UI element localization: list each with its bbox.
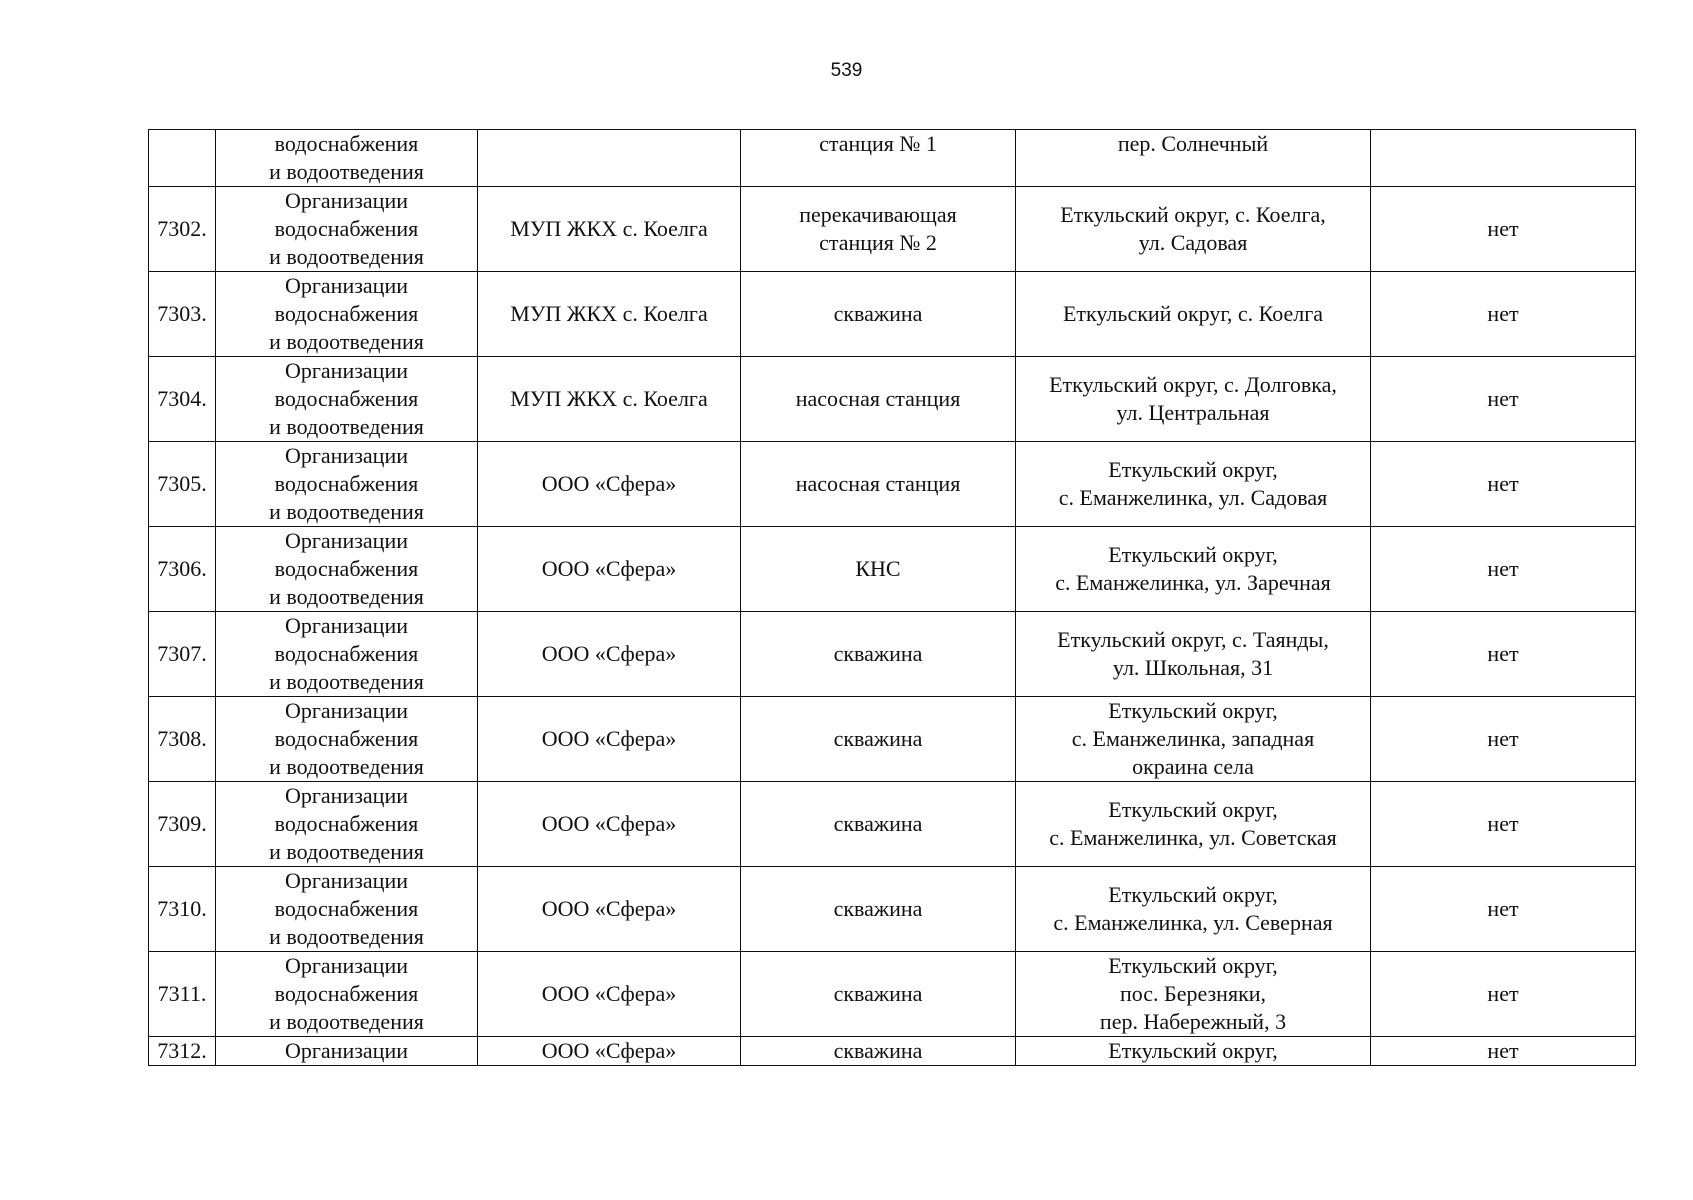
organization-name: МУП ЖКХ с. Коелга — [478, 187, 741, 272]
object-address: Еткульский округ, с. Коелга — [1016, 272, 1371, 357]
object-name: скважина — [741, 1037, 1016, 1066]
row-number: 7310. — [149, 867, 216, 952]
status-flag: нет — [1371, 612, 1636, 697]
object-name: скважина — [741, 867, 1016, 952]
object-address: Еткульский округ, — [1016, 1037, 1371, 1066]
object-name: скважина — [741, 697, 1016, 782]
row-number: 7303. — [149, 272, 216, 357]
object-address: Еткульский округ, с. Таянды, ул. Школьная, 31 — [1016, 612, 1371, 697]
status-flag: нет — [1371, 697, 1636, 782]
object-address: Еткульский округ, с. Еманжелинка, западная окраина села — [1016, 697, 1371, 782]
status-flag: нет — [1371, 272, 1636, 357]
status-flag: нет — [1371, 357, 1636, 442]
status-flag: нет — [1371, 1037, 1636, 1066]
object-name: скважина — [741, 782, 1016, 867]
registry-table — [148, 129, 1636, 1066]
object-name: скважина — [741, 952, 1016, 1037]
status-flag: нет — [1371, 527, 1636, 612]
row-number: 7305. — [149, 442, 216, 527]
organization-type: Организации водоснабжения и водоотведения — [216, 357, 478, 442]
object-address: пер. Солнечный — [1016, 130, 1371, 187]
status-flag: нет — [1371, 782, 1636, 867]
row-number: 7306. — [149, 527, 216, 612]
organization-type: Организации водоснабжения и водоотведения — [216, 527, 478, 612]
table-row — [149, 442, 1636, 527]
object-name: скважина — [741, 272, 1016, 357]
table-row — [149, 272, 1636, 357]
table-row — [149, 867, 1636, 952]
status-flag: нет — [1371, 952, 1636, 1037]
object-name: перекачивающая станция № 2 — [741, 187, 1016, 272]
table-row — [149, 527, 1636, 612]
table-row — [149, 952, 1636, 1037]
object-address: Еткульский округ, с. Коелга, ул. Садовая — [1016, 187, 1371, 272]
status-flag: нет — [1371, 867, 1636, 952]
organization-type: Организации водоснабжения и водоотведения — [216, 867, 478, 952]
page-number: 539 — [830, 60, 863, 81]
row-number: 7312. — [149, 1037, 216, 1066]
organization-type: Организации водоснабжения и водоотведения — [216, 697, 478, 782]
organization-name: МУП ЖКХ с. Коелга — [478, 357, 741, 442]
organization-type: Организации водоснабжения и водоотведения — [216, 782, 478, 867]
organization-type: Организации водоснабжения и водоотведения — [216, 272, 478, 357]
status-flag — [1371, 130, 1636, 187]
organization-type: водоснабжения и водоотведения — [216, 130, 478, 187]
object-name: КНС — [741, 527, 1016, 612]
organization-name: МУП ЖКХ с. Коелга — [478, 272, 741, 357]
row-number: 7302. — [149, 187, 216, 272]
table-row — [149, 697, 1636, 782]
object-address: Еткульский округ, с. Еманжелинка, ул. Садовая — [1016, 442, 1371, 527]
organization-type: Организации водоснабжения и водоотведения — [216, 952, 478, 1037]
object-name: станция № 1 — [741, 130, 1016, 187]
row-number: 7308. — [149, 697, 216, 782]
table-row — [149, 187, 1636, 272]
organization-name: ООО «Сфера» — [478, 1037, 741, 1066]
table-row — [149, 130, 1636, 187]
object-address: Еткульский округ, с. Долговка, ул. Центральная — [1016, 357, 1371, 442]
row-number: 7309. — [149, 782, 216, 867]
organization-name: ООО «Сфера» — [478, 442, 741, 527]
organization-type: Организации — [216, 1037, 478, 1066]
table-row — [149, 357, 1636, 442]
table-row — [149, 612, 1636, 697]
row-number — [149, 130, 216, 187]
organization-name: ООО «Сфера» — [478, 527, 741, 612]
organization-name: ООО «Сфера» — [478, 952, 741, 1037]
organization-name: ООО «Сфера» — [478, 782, 741, 867]
organization-name: ООО «Сфера» — [478, 612, 741, 697]
row-number: 7307. — [149, 612, 216, 697]
status-flag: нет — [1371, 442, 1636, 527]
organization-name — [478, 130, 741, 187]
object-address: Еткульский округ, с. Еманжелинка, ул. Заречная — [1016, 527, 1371, 612]
row-number: 7304. — [149, 357, 216, 442]
status-flag: нет — [1371, 187, 1636, 272]
object-address: Еткульский округ, пос. Березняки, пер. Набережный, 3 — [1016, 952, 1371, 1037]
object-address: Еткульский округ, с. Еманжелинка, ул. Советская — [1016, 782, 1371, 867]
organization-name: ООО «Сфера» — [478, 697, 741, 782]
object-name: насосная станция — [741, 442, 1016, 527]
organization-name: ООО «Сфера» — [478, 867, 741, 952]
object-name: скважина — [741, 612, 1016, 697]
organization-type: Организации водоснабжения и водоотведения — [216, 612, 478, 697]
table-row — [149, 782, 1636, 867]
object-name: насосная станция — [741, 357, 1016, 442]
organization-type: Организации водоснабжения и водоотведения — [216, 187, 478, 272]
table-row — [149, 1037, 1636, 1066]
organization-type: Организации водоснабжения и водоотведения — [216, 442, 478, 527]
row-number: 7311. — [149, 952, 216, 1037]
object-address: Еткульский округ, с. Еманжелинка, ул. Северная — [1016, 867, 1371, 952]
